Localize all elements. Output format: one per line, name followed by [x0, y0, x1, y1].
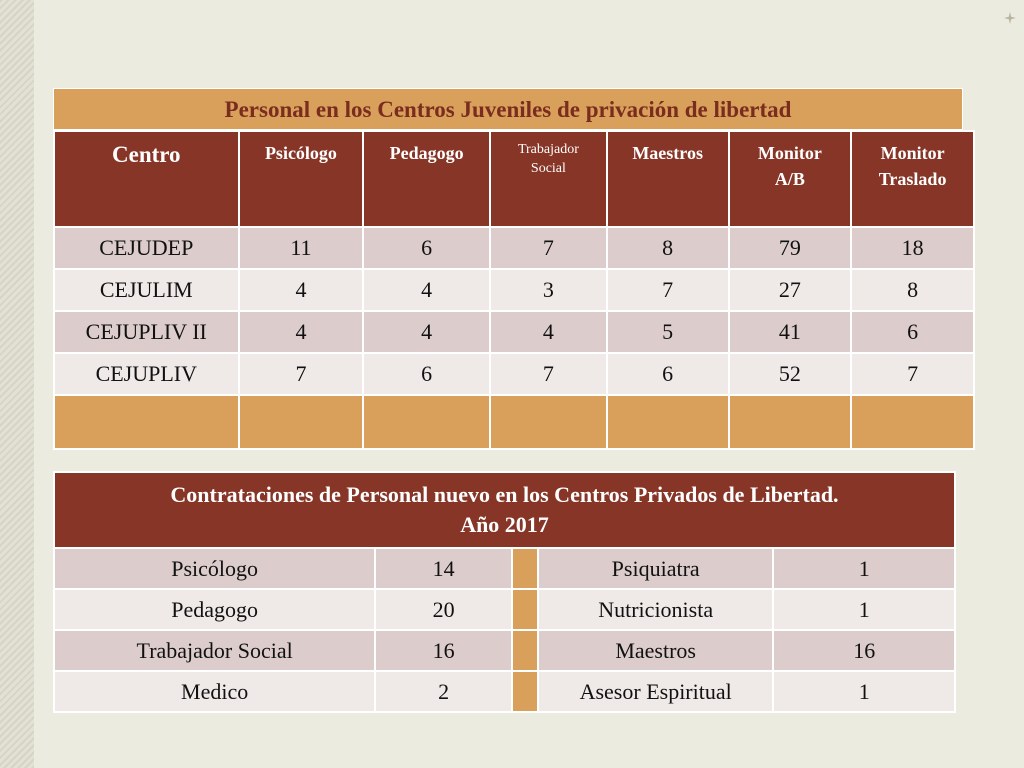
cell-value: 7 [851, 353, 974, 395]
cell-value: 4 [239, 269, 364, 311]
cell-centro: CEJULIM [54, 269, 239, 311]
cell-value: 3 [490, 269, 607, 311]
table2-header-row [54, 472, 955, 548]
cell-centro: CEJUPLIV II [54, 311, 239, 353]
table1-title: Personal en los Centros Juveniles de privación de libertad [53, 88, 963, 130]
cell-role: Maestros [538, 630, 774, 671]
cell-value: 4 [363, 311, 490, 353]
table-row [54, 353, 974, 395]
header-centro: Centro [54, 131, 239, 227]
empty-cell [239, 395, 364, 449]
cell-role: Asesor Espiritual [538, 671, 774, 712]
table-row [54, 311, 974, 353]
cell-value: 6 [851, 311, 974, 353]
table-row [54, 269, 974, 311]
empty-cell [729, 395, 852, 449]
header-psicologo: Psicólogo [239, 131, 364, 227]
cell-count: 2 [375, 671, 512, 712]
cell-value: 6 [363, 353, 490, 395]
cell-value: 8 [851, 269, 974, 311]
cell-centro: CEJUDEP [54, 227, 239, 269]
cell-value: 79 [729, 227, 852, 269]
cell-value: 8 [607, 227, 729, 269]
header-pedagogo: Pedagogo [363, 131, 490, 227]
table2-title: Contrataciones de Personal nuevo en los Centros Privados de Libertad. Año 2017 [54, 472, 955, 548]
cell-value: 7 [239, 353, 364, 395]
cell-role: Psicólogo [54, 548, 375, 589]
cell-centro: CEJUPLIV [54, 353, 239, 395]
cell-value: 6 [363, 227, 490, 269]
empty-cell [851, 395, 974, 449]
cell-value: 7 [490, 227, 607, 269]
staff-table [53, 130, 975, 450]
cell-role: Trabajador Social [54, 630, 375, 671]
cell-value: 5 [607, 311, 729, 353]
empty-cell [607, 395, 729, 449]
table-row [54, 589, 955, 630]
header-maestros: Maestros [607, 131, 729, 227]
cell-count: 14 [375, 548, 512, 589]
header-monitor-ab: Monitor A/B [729, 131, 852, 227]
cell-role: Medico [54, 671, 375, 712]
cell-value: 4 [363, 269, 490, 311]
gap-cell [512, 630, 538, 671]
empty-cell [54, 395, 239, 449]
gap-cell [512, 548, 538, 589]
table-row [54, 671, 955, 712]
header-trabajador-social: Trabajador Social [490, 131, 607, 227]
cell-count: 1 [773, 548, 955, 589]
table-row [54, 548, 955, 589]
cell-value: 27 [729, 269, 852, 311]
header-monitor-traslado: Monitor Traslado [851, 131, 974, 227]
hiring-table [53, 471, 956, 713]
sparkle-bullet-icon [1004, 12, 1016, 24]
cell-value: 4 [239, 311, 364, 353]
gap-cell [512, 671, 538, 712]
empty-cell [363, 395, 490, 449]
cell-count: 1 [773, 589, 955, 630]
table-row [54, 227, 974, 269]
table1-header-row [54, 131, 974, 227]
cell-value: 7 [607, 269, 729, 311]
gap-cell [512, 589, 538, 630]
cell-value: 4 [490, 311, 607, 353]
cell-role: Psiquiatra [538, 548, 774, 589]
cell-value: 6 [607, 353, 729, 395]
decorative-border [0, 0, 34, 768]
cell-count: 16 [773, 630, 955, 671]
cell-count: 1 [773, 671, 955, 712]
table-row-empty [54, 395, 974, 449]
cell-value: 11 [239, 227, 364, 269]
cell-role: Nutricionista [538, 589, 774, 630]
cell-count: 16 [375, 630, 512, 671]
cell-value: 41 [729, 311, 852, 353]
table-row [54, 630, 955, 671]
cell-count: 20 [375, 589, 512, 630]
cell-value: 7 [490, 353, 607, 395]
empty-cell [490, 395, 607, 449]
cell-role: Pedagogo [54, 589, 375, 630]
cell-value: 52 [729, 353, 852, 395]
cell-value: 18 [851, 227, 974, 269]
